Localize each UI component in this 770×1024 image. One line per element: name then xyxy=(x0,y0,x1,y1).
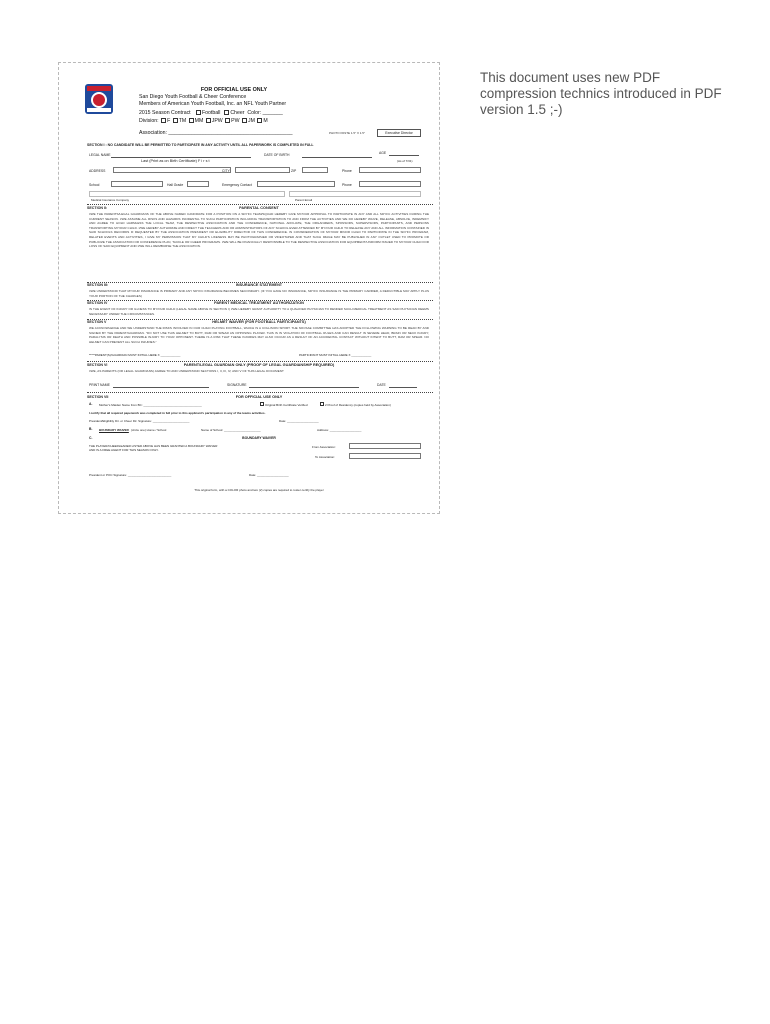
division-checkbox[interactable] xyxy=(225,118,230,123)
emergency-contact-input[interactable] xyxy=(257,181,335,187)
phone2-input[interactable] xyxy=(359,181,421,187)
print-name-label: PRINT NAME xyxy=(89,383,110,387)
from-association-label: From Association: xyxy=(312,445,336,449)
season-contract-label: 2015 Season Contract xyxy=(139,110,191,116)
date-input[interactable] xyxy=(389,387,417,388)
guardian-agreement-text: I/WE, AS PARENTS (OR LEGAL GUARDIANS) AGREE TO AND UNDERSTAND SECTIONS I, II, III, IV, AND V OF THIS LEGAL DOCUMENT xyxy=(89,369,284,373)
cheer-checkbox[interactable] xyxy=(224,110,229,115)
compression-note: This document uses new PDF compression technics introduced in PDF version 1.5 ;-) xyxy=(480,70,722,117)
school-name-field[interactable]: Name of School: ______________________ xyxy=(201,428,261,432)
section-7-title: FOR OFFICIAL USE ONLY xyxy=(235,395,283,399)
section-7-b-label: B. xyxy=(89,427,93,431)
section-7-label: SECTION VII xyxy=(87,395,109,399)
insurance-company-label: Medical Insurance Company xyxy=(91,198,130,202)
phone-label: Phone xyxy=(342,169,352,173)
division-option: JM xyxy=(247,118,255,124)
legal-name-input[interactable] xyxy=(111,157,251,158)
division-option: JPW xyxy=(211,118,223,124)
maiden-name-field[interactable]: Mother's Maiden Name from BC: ___________________________________ xyxy=(99,403,202,407)
school-label: School xyxy=(89,183,100,187)
membership-line: Members of American Youth Football, Inc. an NFL Youth Partner xyxy=(139,101,287,107)
residency-checkbox[interactable] xyxy=(320,402,324,406)
section-4-title: PARENT MEDICAL TREATMENT AUTHORIZATION xyxy=(214,301,304,305)
sdyfc-logo xyxy=(84,83,114,115)
to-association-input[interactable] xyxy=(349,453,421,459)
document-page xyxy=(58,62,440,514)
division-checkbox[interactable] xyxy=(242,118,247,123)
legal-name-label: LEGAL NAME xyxy=(89,153,111,157)
emergency-contact-label: Emergency Contact xyxy=(222,183,252,187)
football-label: Football xyxy=(201,110,221,116)
section-6-title: PARENT/LEGAL GUARDIAN ONLY (PROOF OF LEGAL GUARDIANSHIP REQUIRED) xyxy=(183,363,335,367)
birth-cert-checkbox[interactable] xyxy=(260,402,264,406)
section-divider xyxy=(87,392,433,393)
section-5-label: SECTION V xyxy=(87,320,107,324)
division-option: TM xyxy=(178,118,187,124)
from-association-input[interactable] xyxy=(349,443,421,449)
hall-grade-label: Hall Grade xyxy=(167,183,184,187)
insurance-statement-text: I/WE UNDERSTAND THAT MY/OUR INSURANCE IS PRIMARY AND ANY SDYFC INSURANCE BECOMES SECONDARY. (IF YOU HAVE NO INSURANCE, SDYFC INSURANCE IS THE PRIMARY CARRIER, A DEDUCTIBLE MAY APPLY PLUS YOUR PORTION OF THE CHARGES) xyxy=(89,289,429,298)
dob-label: DATE OF BIRTH xyxy=(264,153,290,157)
cheer-label: Cheer xyxy=(230,110,245,116)
section-1-title: SECTION I : NO CANDIDATE WILL BE PERMITTED TO PARTICIPATE IN ANY ACTIVITY UNTIL ALL PAPERWORK IS COMPLETED IN FULL xyxy=(87,143,314,147)
boundary-waiver-text: THE PLAYER/CHEERLEADER LISTED ABOVE HAS BEEN GRANTED A BOUNDARY WAIVER AND IS A FREE AGENT FOR THIS SEASON ONLY. xyxy=(89,444,218,452)
season-contract-row xyxy=(139,110,283,116)
birth-cert-label: Original Birth Certificate Verified xyxy=(265,403,308,407)
division-checkbox[interactable] xyxy=(189,118,194,123)
division-label: Division: xyxy=(139,118,159,124)
section-7-a-label: A. xyxy=(89,402,93,406)
age-label: AGE xyxy=(379,151,387,155)
school-address-field[interactable]: Address: ___________________ xyxy=(317,428,362,432)
section-5-title: HELMET WAIVER (FOR FOOTBALL PARTICIPANTS) xyxy=(212,320,306,324)
parental-consent-text: I/WE THE PARENTS/LEGAL GUARDIANS OF THE ABOVE NAMED CANDIDATE FOR A POSITION ON A SDYFC TEAM/SQUAD HEREBY GIVE MY/OUR APPROVAL TO PARTICIPATE IN ANY AND ALL SDYFC ACTIVITIES DURING THE CURRENT SEASON. I/WE ASSUME ALL RISKS AND HAZARDS INCIDENTAL TO SUCH PARTICIPATION INCLUDING TRANSPORTATION TO AND FROM THE ACTIVITIES AND WE DO HEREBY WAIVE, RELEASE, ABSOLVE, INDEMNIFY AND AGREE TO HOLD HARMLESS THE LOCAL TEAM, THE RESPECTIVE ASSOCIATION AND THE CONFERENCE, NATIONAL AFFILIATE, THE ORGANIZERS, SPONSORS, SUPERVISORS, PARTICIPANTS, AND PERSONS TRANSPORTING MY/OUR CHILD. I/WE HEREBY AUTHORIZE AND DIRECT THE TEACHERS AND OR ADMINISTRATORS OF ANY SCHOOL EVER ATTENDED BY MY/OUR CHILD TO RELEASE ANY AND ALL INFORMATION CONTAINED IN SAID SCHOOLS RECORDS IF REQUESTED BY THE ASSOCIATION PRESIDENT OR ELIGIBILITY DIRECTOR OF THIS CONFERENCE. IN CONSIDERATION OF MY/OUR MINOR CHILD TO PARTICIPATE IN THE SDYFC PROGRAM, RELATED EVENTS AND ACTIVITIES, I GIVE MY PERMISSION THAT MY CHILD'S LIKENESS MAY BE PHOTOGRAPHED OR VIDEOTAPED AND THAT SUCH IMAGE MAY BE PUBLISHED IN ANY OUTLET USED TO PROMOTE OR PUBLICIZE THE ASSOCIATION OR CONFERENCE PLAN, TACKLE OR CHEER PROGRAMS. I/WE WILL BE FINANCIALLY RESPONSIBLE TO THE RESPECTIVE ASSOCIATION FOR EQUIPMENT/UNIFORM ISSUED TO MY/OUR CHILD FOR LOSS OF SAID EQUIPMENT AND I/WE WILL REIMBURSE THE ASSOCIATION. xyxy=(89,212,429,249)
division-row xyxy=(139,118,268,124)
photo-paste-note: PHOTO PASTE 1.5" X 1.5" xyxy=(329,131,366,135)
section-6-label: SECTION VI xyxy=(87,363,108,367)
date-label: DATE xyxy=(377,383,386,387)
address-label: ADDRESS xyxy=(89,169,106,173)
boundary-waiver-title: BOUNDARY WAIVER xyxy=(242,436,276,440)
section-2-label: SECTION II: xyxy=(87,206,108,210)
signature-input[interactable] xyxy=(249,387,359,388)
section-7-c-label: C. xyxy=(89,436,93,440)
association-field[interactable]: Association: ___________________________________________ xyxy=(139,130,293,136)
section-4-label: SECTION IV xyxy=(87,301,108,305)
division-checkbox[interactable] xyxy=(173,118,178,123)
division-checkbox[interactable] xyxy=(161,118,166,123)
section-3-title: INSURANCE STATEMENT xyxy=(235,283,283,287)
insurance-company-input[interactable] xyxy=(89,191,285,197)
official-use-heading: FOR OFFICIAL USE ONLY xyxy=(200,87,268,93)
division-option: F xyxy=(167,118,171,124)
name-hint: Last (Print as on Birth Certificate) F i r s t xyxy=(141,159,210,163)
parent-email-label: Parent Email xyxy=(295,198,313,202)
phone2-label: Phone xyxy=(342,183,352,187)
parent-initial-field[interactable]: *****PARENT(S)/GUARDIAN MUST INITIAL HERE X ____________ xyxy=(89,353,181,357)
to-association-label: To Association: xyxy=(315,455,336,459)
medical-authorization-text: IN THE EVENT OF INJURY OR ILLNESS TO MY/OUR CHILD (LEGAL NAME ABOVE IN SECTION I) I/WE HEREBY GRANT AUTHORITY TO A QUALIFIED PHYSICIAN TO RENDER SUCH MEDICAL TREATMENT AS SAID PHYSICIAN DEEMS NECESSARY UNDER THE CIRCUMSTANCES. xyxy=(89,307,429,316)
division-option: MM xyxy=(194,118,204,124)
division-checkbox[interactable] xyxy=(257,118,262,123)
zip-label: ZIP xyxy=(291,169,297,173)
section-2-title: PARENTAL CONSENT xyxy=(239,206,279,210)
football-checkbox[interactable] xyxy=(196,110,201,115)
parent-email-input[interactable] xyxy=(289,191,421,197)
conference-name: San Diego Youth Football & Cheer Conference xyxy=(139,94,247,100)
division-option: M xyxy=(263,118,268,124)
age-input[interactable] xyxy=(389,155,419,156)
footer-note: This original form, with a COLOR photo and two (2) copies are required to roster certify the player xyxy=(194,488,324,492)
section-3-label: SECTION III: xyxy=(87,283,109,287)
print-name-input[interactable] xyxy=(113,387,209,388)
section-divider xyxy=(87,204,433,205)
president-poc-signature-field[interactable]: President or POC Signature: __________________________ xyxy=(89,473,172,477)
address-input[interactable] xyxy=(113,167,231,173)
division-option: PW xyxy=(231,118,240,124)
executive-director-box: Executive Director xyxy=(377,129,421,137)
as-of-note: (As of 7/31) xyxy=(397,159,413,163)
signature-label: SIGNATURE xyxy=(227,383,247,387)
president-signature-field[interactable]: President/Eligibility Dir. or Cheer Dir. Signature: ______________________ xyxy=(89,419,190,423)
zip-input[interactable] xyxy=(302,167,328,173)
division-checkbox[interactable] xyxy=(206,118,211,123)
certify-statement: I certify that all required paperwork was completed in full prior to this applicant's participation in any of the teams activities. xyxy=(89,411,266,415)
city-label: CITY xyxy=(222,169,230,173)
city-input[interactable] xyxy=(235,167,290,173)
participant-initial-field[interactable]: PARTICIPANT MUST INITIAL HERE X ____________ xyxy=(299,353,372,357)
helmet-waiver-text: WE ACKNOWLEDGE AND WE UNDERSTAND THE RISKS INVOLVED IN OUR CHILD PLAYING FOOTBALL, WHICH IS A COLLISION SPORT. THE NOCSAE COMMITTEE HAS ADOPTED THE FOLLOWING WARNING TO BE READ BY AND SIGNED BY THE PARENT/GUARDIAN. "DO NOT USE THIS HELMET TO BUTT, RAM OR SPEAR AN OPPOSING PLAYER. THIS IS IN VIOLATION OF FOOTBALL RULES AND CAN RESULT IN SEVERE HEAD, BRAIN OR NECK INJURY, PARALYSIS OR DEATH AND POSSIBLE INJURY TO YOUR OPPONENT. THERE IS A RISK THAT THESE INJURIES MAY ALSO OCCUR AS A RESULT OF AN ACCIDENTAL CONTACT WITHOUT INTENT TO BUTT, RAM OR SPEAR. NO HELMET CAN PREVENT ALL SUCH INJURIES." xyxy=(89,326,429,344)
home-school-option[interactable]: (circle one) Home / School xyxy=(131,428,167,432)
section-divider xyxy=(87,361,433,362)
school-input[interactable] xyxy=(111,181,163,187)
phone-input[interactable] xyxy=(359,167,421,173)
boundary-waiver-label: BOUNDARY WAIVER xyxy=(99,428,129,432)
residency-label: 2 Proof of Residency (copies held by Association) xyxy=(325,403,391,407)
dob-input[interactable] xyxy=(302,157,372,158)
poc-date-field[interactable]: Date: ___________________ xyxy=(249,473,289,477)
color-field[interactable]: Color: _______ xyxy=(247,110,283,116)
president-date-field[interactable]: Date: ___________________ xyxy=(279,419,319,423)
hall-grade-input[interactable] xyxy=(187,181,209,187)
